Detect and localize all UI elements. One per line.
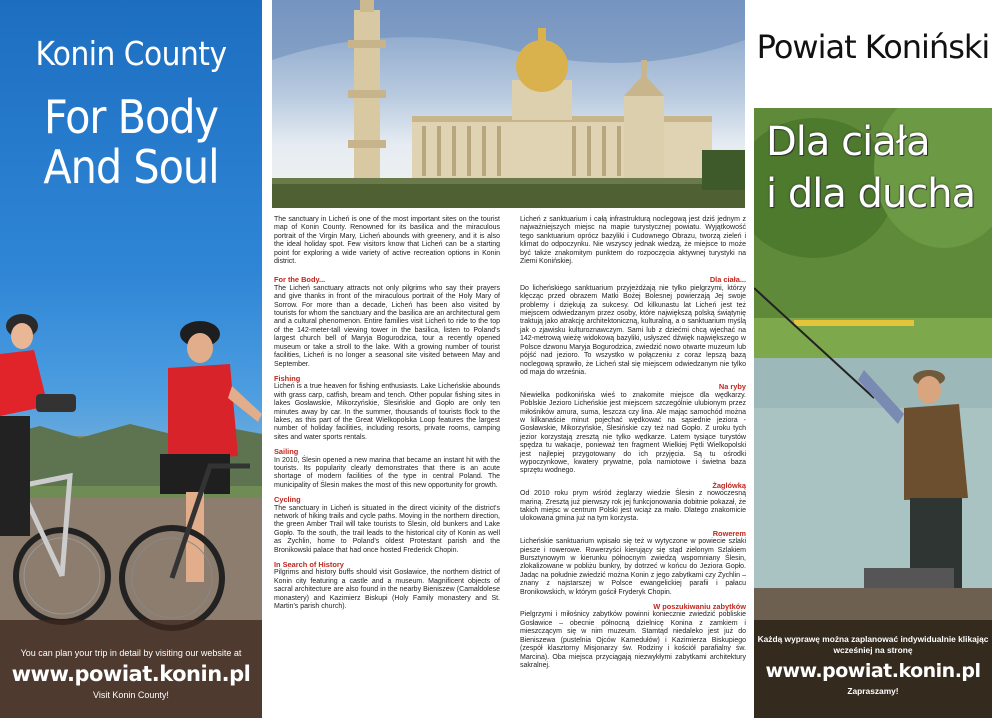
section-heading: For the Body... <box>274 275 326 285</box>
right-title: Powiat Koniński <box>756 28 990 66</box>
english-intro: The sanctuary in Licheń is one of the most important sites on the tourist map of Konin County. Renowned for its basilica and the miraculous portrait of the Virgin Mary, Licheń abounds with greenery, and it is also the ideal holiday spot. Few visitors know that Licheń can be a starting point for exploring a wide variety of active recreation options in Konin district. <box>274 216 500 266</box>
polish-section <box>520 383 746 475</box>
basilica-photo <box>272 0 745 208</box>
polish-column <box>520 216 746 676</box>
left-subtitle-line2: And Soul <box>43 140 219 194</box>
section-heading: In Search of History <box>274 560 344 570</box>
left-footer <box>0 620 262 718</box>
section-heading: Na ryby <box>718 382 746 392</box>
section-text: Niewielka podkonińska wieś to znakomite miejsce dla wędkarzy. Poblskie Jezioro Licheńskie jest miejscem szczególnie ulubionym przez miłośników amura, suma, leszcza czy lina. Ale mając samochód można w kilkanaście minut pojechać wędkować na sąsiednie jeziora - Gosławskie, Mikorzyńskie, Ślesińskie czy też nad Gopło. Z uroku tych jezior korzystają zresztą nie tylko wędkarze. Latem tysiące turystów spędza tu wakacje, ponieważ ten fragment Wielkiej Pętli Wielkopolski jest najlepiej przygotowany do ich przyjęcia. Są tu ośrodki wypoczynkowe, kwatery prywatne, pola namiotowe i świetna baza sprzętu wodnego. <box>520 391 746 475</box>
polish-intro: Licheń z sanktuarium i całą infrastrukturą noclegową jest dziś jednym z najważniejszych miejsc na mapie turystycznej powiatu. Wyjątkowość tego sanktuarium oprócz bazyliki i Cudownego Obrazu, tworzą zieleń i klimat do odpoczynku. Nie wszyscy jednak wiedzą, że miejsce to może być także znakomitym punktem do rozpoczęcia aktywnej turystyki na Ziemi Konińskiej. <box>520 216 746 266</box>
polish-section <box>520 530 746 597</box>
section-heading: Sailing <box>274 447 299 457</box>
right-subtitle-line1: Dla ciała <box>766 119 930 165</box>
right-subtitle <box>766 116 975 220</box>
polish-section <box>520 482 746 524</box>
right-footer-text: Każdą wyprawę można zaplanować indywidualnie klikając wcześniej na stronę <box>757 634 989 655</box>
section-text: Do licheńskiego sanktuarium przyjeżdżają nie tylko pielgrzymi, którzy klęcząc przed obrazem Matki Bożej Bolesnej powierzają Jej swoje problemy i dziękują za sukcesy. Od kilkunastu lat Licheń jest też miejscem odwiedzanym przez osoby, które największą polską świątynię traktują jako atrakcję architektoniczną, kulturalną, a o sanktuarium myślą jak o zjawisku kulturoznawczym. Sami lub z dziećmi chcą wjechać na 142-metrową wieżę widokową bazyliki, usłyszeć dźwięk największego w Polsce dzwonu Maryja Bogurodzica, zwiedzić nowo otwarte muzeum lub pójść nad jezioro. To wszystko w połączeniu z coraz lepszą bazą noclegową sprawiło, że Licheń stał się miejscem odwiedzanym nie tylko od maja do września. <box>520 284 746 376</box>
english-section <box>274 561 500 611</box>
right-panel <box>754 0 992 718</box>
polish-section <box>520 603 746 670</box>
section-text: Od 2010 roku prym wśród żeglarzy wiedzie Ślesin z nowoczesną mariną. Zresztą już pierwszy rok jej funkcjonowania dobitnie pokazał, że takich miejsc w centrum Polski jest wciąż za mało. Dlatego znakomicie ulokowana gmina już na tym korzysta. <box>520 490 746 523</box>
english-section <box>274 448 500 490</box>
section-heading: Fishing <box>274 373 301 383</box>
left-footer-url[interactable]: www.powiat.konin.pl <box>11 662 251 686</box>
section-text: Licheń is a true heaven for fishing enthusiasts. Lake Licheńskie abounds with grass carp, catfish, bream and tench. Other popular fishing sites in lakes Gosławskie, Mikorzyńskie, Ślesińskie and Gopło are only ten minutes away by car. In the summer, thousands of tourists flock to the lakes, as this part of the Great Wielkopolska Loop features the largest number of holiday facilities, including resorts, private rooms, camping sites and water sports rentals. <box>274 383 500 441</box>
left-footer-text: You can plan your trip in detail by visiting our website at <box>20 648 242 658</box>
right-footer-tagline: Zapraszamy! <box>847 686 899 696</box>
left-footer-tagline: Visit Konin County! <box>93 690 169 700</box>
left-subtitle <box>0 92 262 192</box>
english-section <box>274 496 500 555</box>
polish-section <box>520 276 746 377</box>
left-panel <box>0 0 262 718</box>
right-footer <box>754 620 992 718</box>
section-heading: Żaglówką <box>712 480 746 490</box>
section-text: The Licheń sanctuary attracts not only pilgrims who say their prayers and give thanks in front of the miraculous portrait of the Holy Mary of Sorrow. For more than a decade, Licheń has been also visited by tourists for whom the sanctuary and the basilica are an architectural gem and a cultural phenomenon. Entire families visit Licheń to ride to the top of the 142-meter-tall viewing tower in the basilica, listen to Poland's largest church bell of Maryja Bogurodzica, tour a recently opened museum or take a stroll to the lake. With a growing number of tourist facilities, Licheń is no longer a seasonal site visited between May and September. <box>274 284 500 368</box>
section-heading: Dla ciała... <box>709 275 746 285</box>
right-subtitle-line2: i dla ducha <box>766 171 976 217</box>
section-text: Pilgrims and history buffs should visit Gosławice, the northern district of Konin city featuring a castle and a museum. Magnificent objects of sacral architecture are also found in the nearby Bieniszew (Camaldolese monastery) and Kazimierz Biskupi (Holy Family monastery and St. Martin's parish church). <box>274 569 500 611</box>
english-section <box>274 375 500 442</box>
english-section <box>274 276 500 368</box>
section-heading: W poszukiwaniu zabytków <box>653 602 746 612</box>
section-heading: Cycling <box>274 495 301 505</box>
right-footer-url[interactable]: www.powiat.konin.pl <box>765 660 981 682</box>
center-panel <box>262 0 754 718</box>
section-text: Licheńskie sanktuarium wpisało się też w wytyczone w powiecie szlaki piesze i rowerowe. Rowerzyści kierujący się stąd zielonym Szlakiem Bursztynowym w kierunku północnym zwiedzą wspomniany Ślesin, zlokalizowane w pobliżu bunkry, by dotrzeć w końcu do Jeziora Gopło. Jadąc na południe zwiedzić można Konin z jego zabytkami czy Żychlin – znany z najstarszej w Polsce ewangelickiej parafii i pałacu Bronikowskich, w którym gościł Fryderyk Chopin. <box>520 538 746 596</box>
section-text: The sanctuary in Licheń is situated in the direct vicinity of the district's network of hiking trails and cycle paths. Moving in the northern direction, the green Amber Trail will take tourists to Ślesin, old bunkers and Lake Gopło. To the south, the trail leads to the historical city of Konin as well as Żychlin, home to Poland's oldest Protestant parish and the Bronikowski palace that had once hosted Frederick Chopin. <box>274 504 500 554</box>
english-column <box>274 216 500 617</box>
section-heading: Rowerem <box>712 528 746 538</box>
left-subtitle-line1: For Body <box>43 90 219 144</box>
section-text: Pielgrzymi i miłośnicy zabytków powinni koniecznie zwiedzić pobliskie Gosławice – obecnie północną dzielnicę Konina z zamkiem i mieszczącym się w nim muzeum. Stamtąd niedaleko jest już do Bieniszewa (pustelnia Ojców Kamedułów) i Kazimierza Biskupiego (zespół klasztorny Misjonarzy św. Rodziny i kościół parafialny św. Marcina). Oba miejsca przyciągają niezwykłymi zabytkami architektury sakralnej. <box>520 611 746 669</box>
left-title: Konin County <box>35 34 227 73</box>
section-text: In 2010, Ślesin opened a new marina that became an instant hit with the tourists. Its popularity clearly demonstrates that there is an acute shortage of modern facilities of the type in central Poland. The municipality of Ślesin makes the most of this new opportunity for growth. <box>274 456 500 489</box>
